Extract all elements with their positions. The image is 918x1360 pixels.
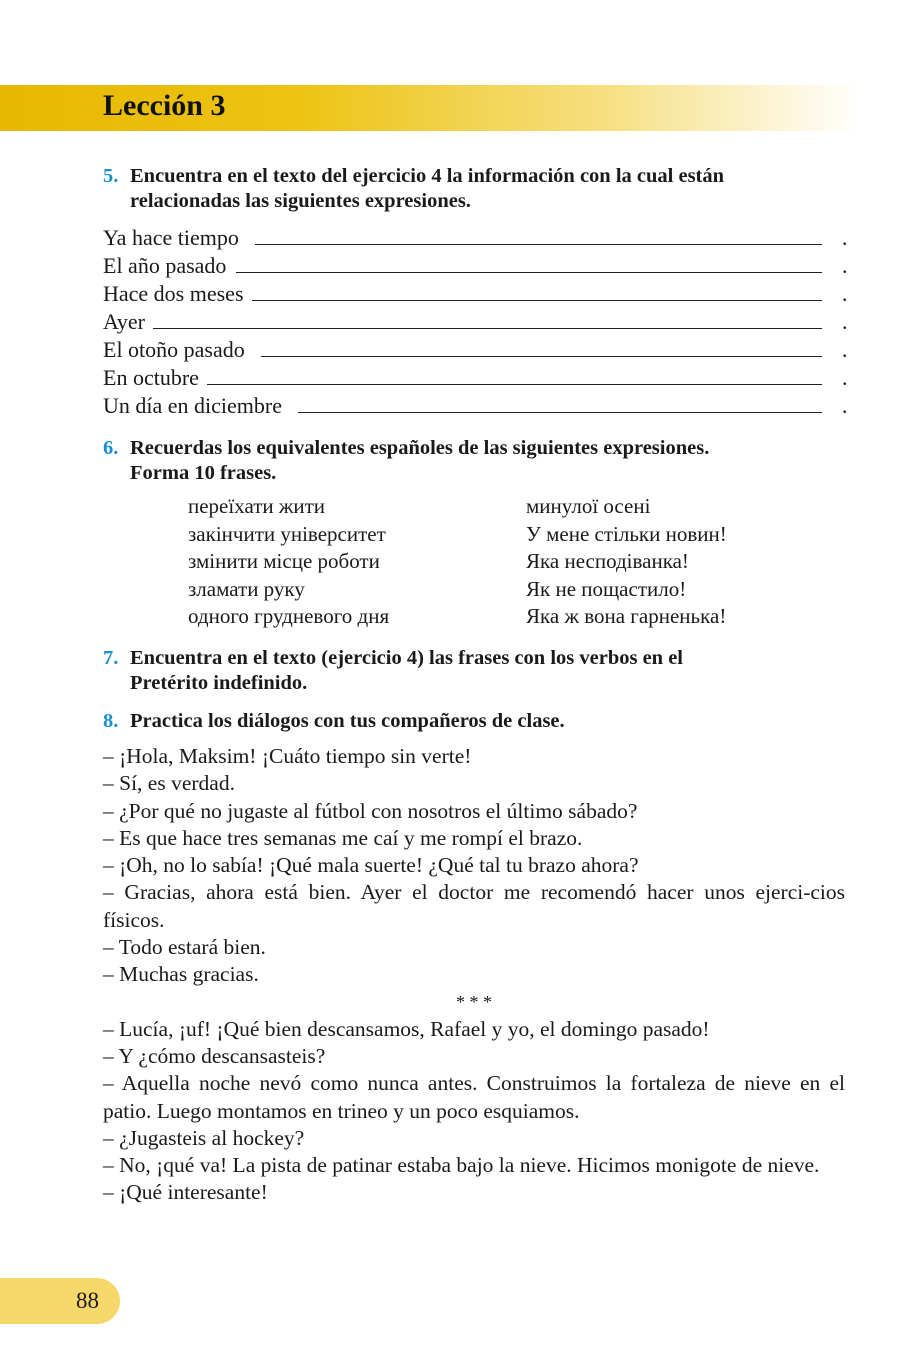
fill-in-label: El otoño pasado (103, 337, 245, 362)
answer-line[interactable] (261, 336, 822, 357)
expression-left: зламати руку (188, 576, 305, 601)
dialog-line: – Lucía, ¡uf! ¡Qué bien descansamos, Rafael y yo, el domingo pasado! (103, 1016, 710, 1041)
section-separator: * * * (456, 991, 492, 1012)
fill-in-row (103, 224, 848, 252)
fill-in-label: Ya hace tiempo (103, 225, 239, 250)
expression-row (188, 604, 828, 632)
answer-line[interactable] (236, 252, 822, 273)
exercise-number: 5. (103, 165, 119, 187)
line-end-dot: . (842, 365, 848, 390)
expression-right: Яка несподіванка! (526, 549, 689, 573)
exercise-instruction: Practica los diálogos con tus compañeros de clase. (130, 710, 565, 732)
dialog-line: – Aquella noche nevó como nunca antes. Construimos la fortaleza de nieve en el patio. Luego montamos en trineo y un poco esquiamos. (103, 1071, 845, 1123)
lesson-title: Lección 3 (103, 89, 226, 122)
fill-in-label: Un día en diciembre (103, 393, 282, 418)
expression-right: Яка ж вона гарненька! (526, 604, 727, 628)
expression-row (188, 494, 828, 522)
exercise-6-heading (103, 436, 845, 486)
expression-left: змінити місце роботи (188, 549, 380, 573)
dialog-1 (103, 743, 845, 1207)
fill-in-row (103, 336, 848, 364)
dialog-line: – Sí, es verdad. (103, 771, 235, 796)
dialog-line: – Gracias, ahora está bien. Ayer el doctor me recomendó hacer unos ejerci-cios físicos. (103, 880, 845, 932)
fill-in-row (103, 364, 848, 392)
fill-in-list (103, 224, 848, 420)
expression-right: У мене стільки новин! (526, 521, 727, 546)
expression-right: Як не пощастило! (526, 576, 687, 601)
fill-in-label: El año pasado (103, 253, 227, 278)
dialog-line: – Todo estará bien. (103, 935, 266, 960)
fill-in-row (103, 252, 848, 280)
ukrainian-expressions-grid (188, 494, 828, 632)
exercise-number: 7. (103, 647, 119, 669)
answer-line[interactable] (255, 224, 822, 245)
dialog-line: – Y ¿cómo descansasteis? (103, 1043, 326, 1068)
exercise-number: 6. (103, 437, 119, 459)
expression-left: одного грудневого дня (188, 604, 390, 628)
expression-row (188, 522, 828, 550)
line-end-dot: . (842, 253, 848, 278)
dialog-line: – Muchas gracias. (103, 962, 259, 987)
fill-in-label: Hace dos meses (103, 281, 244, 306)
line-end-dot: . (842, 281, 848, 306)
answer-line[interactable] (207, 364, 822, 385)
line-end-dot: . (842, 225, 848, 250)
fill-in-label: Ayer (103, 309, 145, 334)
exercise-5-heading (103, 164, 845, 214)
expression-right: минулої осені (526, 494, 651, 518)
expression-row (188, 549, 828, 577)
exercise-instruction: Encuentra en el texto (ejercicio 4) las frases con los verbos en el (130, 647, 683, 669)
exercise-instruction: relacionadas las siguientes expresiones. (130, 190, 471, 212)
exercise-instruction: Pretérito indefinido. (130, 672, 308, 694)
line-end-dot: . (842, 309, 848, 334)
dialog-line: – ¿Jugasteis al hockey? (103, 1125, 305, 1150)
answer-line[interactable] (298, 392, 822, 413)
exercise-7-heading (103, 646, 845, 696)
page-number-tab (0, 1278, 120, 1324)
answer-line[interactable] (252, 280, 822, 301)
fill-in-row (103, 280, 848, 308)
line-end-dot: . (842, 393, 848, 418)
line-end-dot: . (842, 337, 848, 362)
expression-left: переїхати жити (188, 494, 326, 518)
expression-left: закінчити університет (188, 521, 386, 546)
dialog-line: – ¡Oh, no lo sabía! ¡Qué mala suerte! ¿Qué tal tu brazo ahora? (103, 853, 639, 878)
dialog-line: – Es que hace tres semanas me caí y me rompí el brazo. (103, 825, 583, 850)
fill-in-row (103, 392, 848, 420)
fill-in-label: En octubre (103, 365, 199, 390)
exercise-instruction: Forma 10 frases. (130, 462, 277, 484)
exercise-instruction: Recuerdas los equivalentes españoles de las siguientes expresiones. (130, 437, 710, 459)
exercise-8-heading (103, 709, 845, 734)
dialog-line: – ¡Qué interesante! (103, 1180, 268, 1205)
dialog-line: – No, ¡qué va! La pista de patinar estaba bajo la nieve. Hicimos monigote de nieve. (103, 1153, 820, 1178)
answer-line[interactable] (153, 308, 822, 329)
dialog-line: – ¿Por qué no jugaste al fútbol con nosotros el último sábado? (103, 798, 638, 823)
page-number: 88 (76, 1288, 99, 1313)
fill-in-row (103, 308, 848, 336)
exercise-instruction: Encuentra en el texto del ejercicio 4 la información con la cual están (130, 165, 725, 187)
expression-row (188, 577, 828, 605)
dialog-line: – ¡Hola, Maksim! ¡Cuáto tiempo sin verte! (103, 744, 472, 768)
exercise-number: 8. (103, 710, 119, 732)
